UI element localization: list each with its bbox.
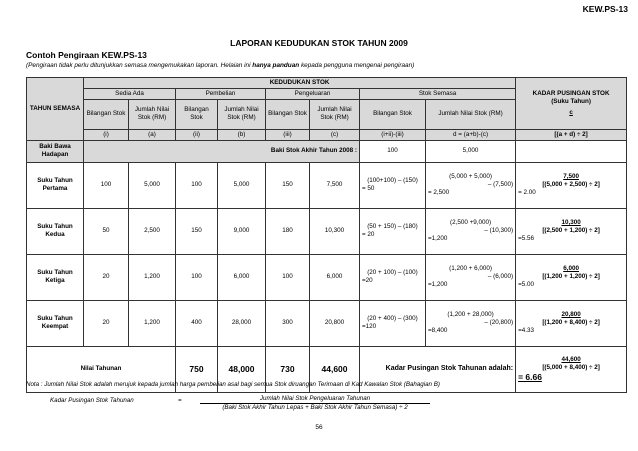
col-bilangan-4: Bilangan Stok — [360, 99, 426, 129]
total-ii: 750 — [176, 346, 218, 392]
total-c: 44,600 — [310, 346, 360, 392]
formula-denominator: (Baki Stok Akhir Tahun Lepas + Baki Stok Akhir Tahun Semasa) ÷ 2 — [222, 404, 408, 411]
kadar-num: 6,000 — [563, 265, 579, 273]
bil-res: =120 — [362, 323, 377, 331]
kadar-num: 20,800 — [561, 311, 581, 319]
cell-b: 28,000 — [218, 300, 266, 346]
cell-ii: 400 — [176, 300, 218, 346]
page-number: 56 — [315, 424, 323, 431]
cell-a: 5,000 — [129, 162, 176, 208]
cell-c: 6,000 — [310, 254, 360, 300]
code-c: (c) — [310, 129, 360, 140]
guidance-note-c: kepada pengguna mengenai pengiraan) — [299, 62, 415, 69]
nilai-res: =8,400 — [428, 327, 448, 334]
cell-ii: 100 — [176, 162, 218, 208]
nilai-res: = 2,500 — [428, 189, 450, 196]
kadar-den: [(1,200 + 1,200) ÷ 2] — [542, 273, 600, 281]
bil-res: =20 — [362, 277, 373, 285]
col-tahun-semasa: TAHUN SEMASA — [27, 78, 84, 141]
footnote: Nota : Jumlah Nilai Stok adalah merujuk kepada jumlah harga pembelian asal bagi semua Stok diruangan Terimaan di Kad Kawalan Stok (Bahagian B) — [26, 381, 440, 388]
kadar-num: 7,500 — [563, 173, 579, 181]
total-kadar-num: 44,600 — [561, 355, 581, 363]
bil-res: = 20 — [362, 231, 375, 239]
cell-iii: 100 — [266, 254, 310, 300]
baki-kadar-empty — [516, 140, 627, 162]
baki-stok-akhir-label: Baki Stok Akhir Tahun 2008 : — [84, 140, 360, 162]
cell-a: 1,200 — [129, 254, 176, 300]
row-label: Suku Tahun Ketiga — [27, 254, 84, 300]
col-bilangan-3: Bilangan Stok — [266, 99, 310, 129]
nilai-calc-1: (5,000 + 5,000) — [449, 173, 492, 181]
col-jumlah-2: Jumlah Nilai Stok (RM) — [218, 99, 266, 129]
code-ii: (ii) — [176, 129, 218, 140]
code-i-ii-iii: (i+ii)-(iii) — [360, 129, 426, 140]
cell-b: 9,000 — [218, 208, 266, 254]
formula-equals: = — [178, 397, 182, 404]
kadar-num: 10,300 — [561, 219, 581, 227]
nilai-calc-2: – (6,000) — [487, 273, 514, 281]
table-row — [27, 162, 627, 208]
total-kadar — [516, 346, 627, 392]
kadar-res: =5.00 — [518, 281, 535, 288]
baki-nilai: 5,000 — [426, 140, 516, 162]
cell-i: 20 — [84, 300, 129, 346]
formula-label: Kadar Pusingan Stok Tahunan — [50, 397, 134, 404]
row-label: Suku Tahun Pertama — [27, 162, 84, 208]
col-sedia-ada: Sedia Ada — [84, 88, 176, 99]
kadar-den: [(1,200 + 8,400) ÷ 2] — [542, 319, 600, 327]
guidance-note-bold: hanya panduan — [252, 62, 300, 69]
row-label: Suku Tahun Kedua — [27, 208, 84, 254]
row-label: Suku Tahun Keempat — [27, 300, 84, 346]
table-row — [27, 300, 627, 346]
kadar-den: [(2,500 + 1,200) ÷ 2] — [542, 227, 600, 235]
cell-ii: 100 — [176, 254, 218, 300]
cell-kadar — [516, 300, 627, 346]
cell-a: 2,500 — [129, 208, 176, 254]
cell-bil-calc — [360, 254, 426, 300]
nilai-res: =1,200 — [428, 281, 448, 288]
code-d: d = (a+b)-(c) — [426, 129, 516, 140]
cell-b: 5,000 — [218, 162, 266, 208]
cell-i: 20 — [84, 254, 129, 300]
kadar-res: =5.56 — [518, 235, 535, 242]
kadar-res: = 2.00 — [518, 189, 536, 196]
nilai-res: =1,200 — [428, 235, 448, 242]
bil-calc: (20 + 100) – (100) — [367, 269, 418, 277]
cell-nilai-calc — [426, 254, 516, 300]
code-iii: (iii) — [266, 129, 310, 140]
total-iii: 730 — [266, 346, 310, 392]
cell-nilai-calc — [426, 162, 516, 208]
total-b: 48,000 — [218, 346, 266, 392]
cell-kadar — [516, 208, 627, 254]
col-jumlah-3: Jumlah Nilai Stok (RM) — [310, 99, 360, 129]
total-label: Nilai Tahunan — [27, 346, 176, 392]
cell-i: 50 — [84, 208, 129, 254]
kadar-title: KADAR PUSINGAN STOK — [532, 90, 610, 98]
cell-ii: 150 — [176, 208, 218, 254]
cell-nilai-calc — [426, 208, 516, 254]
total-kadar-den: [(5,000 + 8,400) ÷ 2] — [542, 363, 600, 371]
nilai-calc-1: (1,200 + 6,000) — [449, 265, 492, 273]
total-kadar-label: Kadar Pusingan Stok Tahunan adalah: — [360, 346, 516, 392]
guidance-note — [26, 62, 414, 69]
code-i: (i) — [84, 129, 129, 140]
nilai-calc-1: (2,500 +9,000) — [449, 219, 492, 227]
stock-table — [26, 77, 627, 393]
report-subtitle: Contoh Pengiraan KEW.PS-13 — [26, 50, 147, 60]
cell-bil-calc — [360, 300, 426, 346]
col-pembelian: Pembelian — [176, 88, 266, 99]
formula-numerator: Jumlah Nilai Stok Pengeluaran Tahunan — [200, 395, 430, 404]
code-b: (b) — [218, 129, 266, 140]
bil-calc: (100+100) – (150) — [367, 177, 418, 185]
cell-c: 10,300 — [310, 208, 360, 254]
table-row — [27, 208, 627, 254]
kadar-den: [(5,000 + 2,500) ÷ 2] — [542, 181, 600, 189]
code-kadar: [(a + d) ÷ 2] — [516, 129, 627, 140]
kadar-c: c — [569, 108, 573, 116]
cell-kadar — [516, 254, 627, 300]
nilai-calc-2: – (20,800) — [484, 319, 514, 327]
table-row — [27, 254, 627, 300]
cell-bil-calc — [360, 208, 426, 254]
bil-calc: (50 + 150) – (180) — [367, 223, 418, 231]
code-a: (a) — [129, 129, 176, 140]
kadar-res: =4.33 — [518, 327, 535, 334]
cell-nilai-calc — [426, 300, 516, 346]
document-code: KEW.PS-13 — [582, 4, 628, 14]
cell-b: 6,000 — [218, 254, 266, 300]
col-stok-semasa: Stok Semasa — [360, 88, 516, 99]
col-jumlah-1: Jumlah Nilai Stok (RM) — [129, 99, 176, 129]
nilai-calc-2: – (10,300) — [484, 227, 514, 235]
nilai-calc-2: – (7,500) — [487, 181, 514, 189]
cell-kadar — [516, 162, 627, 208]
cell-iii: 300 — [266, 300, 310, 346]
cell-iii: 150 — [266, 162, 310, 208]
cell-c: 7,500 — [310, 162, 360, 208]
row-label-baki-bawa: Baki Bawa Hadapan — [27, 140, 84, 162]
cell-iii: 180 — [266, 208, 310, 254]
nilai-calc-1: (1,200 + 28,000) — [447, 311, 494, 319]
col-jumlah-4: Jumlah Nilai Stok (RM) — [426, 99, 516, 129]
cell-bil-calc — [360, 162, 426, 208]
guidance-note-a: (Pengiraan tidak perlu ditunjukkan semasa mengemukakan laporan. Helaian ini — [26, 62, 253, 69]
baki-bilangan: 100 — [360, 140, 426, 162]
kadar-suku: (Suku Tahun) — [551, 97, 591, 105]
bil-res: = 50 — [362, 185, 375, 193]
cell-i: 100 — [84, 162, 129, 208]
col-kedudukan-stok: KEDUDUKAN STOK — [84, 78, 516, 89]
col-bilangan-2: Bilangan Stok — [176, 99, 218, 129]
col-bilangan-1: Bilangan Stok — [84, 99, 129, 129]
col-kadar — [516, 78, 627, 130]
cell-a: 1,200 — [129, 300, 176, 346]
total-kadar-res: = 6.66 — [518, 371, 542, 382]
col-pengeluaran: Pengeluaran — [266, 88, 360, 99]
cell-c: 20,800 — [310, 300, 360, 346]
bil-calc: (20 + 400) – (300) — [367, 315, 418, 323]
report-title: LAPORAN KEDUDUKAN STOK TAHUN 2009 — [230, 38, 408, 48]
